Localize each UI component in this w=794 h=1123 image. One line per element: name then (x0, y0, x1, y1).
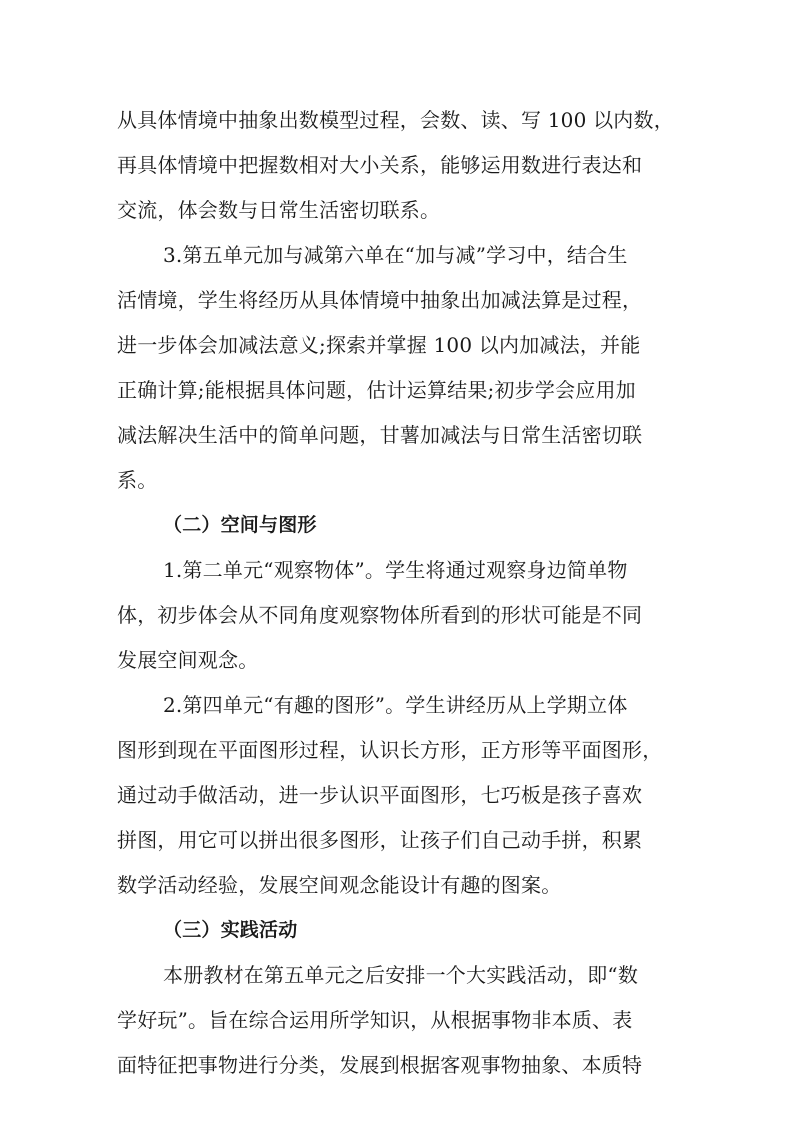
text-line: 体，初步体会从不同角度观察物体所看到的形状可能是不同 (117, 603, 643, 627)
paragraph-start-line: 3.第五单元加与减第六单在“加与减”学习中，结合生 (163, 243, 628, 267)
text-line: 学好玩”。旨在综合运用所学知识，从根据事物非本质、表 (117, 1008, 633, 1032)
paragraph-start-line: 本册教材在第五单元之后安排一个大实践活动，即“数 (163, 963, 639, 987)
text-line: 活情境，学生将经历从具体情境中抽象出加减法算是过程， (117, 288, 643, 312)
text-line: 正确计算;能根据具体问题，估计运算结果;初步学会应用加 (117, 378, 636, 402)
section-heading-practice-activities: （三）实践活动 (163, 919, 298, 941)
text-line: 交流，体会数与日常生活密切联系。 (117, 198, 441, 222)
text-line: 减法解决生活中的简单问题，甘薯加减法与日常生活密切联 (117, 423, 643, 447)
text-line: 面特征把事物进行分类，发展到根据客观事物抽象、本质特 (117, 1053, 643, 1077)
paragraph-start-line: 2.第四单元“有趣的图形”。学生讲经历从上学期立体 (163, 693, 628, 717)
section-heading-space-and-shapes: （二）空间与图形 (163, 514, 317, 536)
paragraph-start-line: 1.第二单元“观察物体”。学生将通过观察身边简单物 (163, 558, 628, 582)
text-line: 图形到现在平面图形过程，认识长方形，正方形等平面图形， (117, 738, 663, 762)
text-line: 从具体情境中抽象出数模型过程，会数、读、写 100 以内数， (117, 108, 674, 132)
text-line: 发展空间观念。 (117, 648, 259, 672)
body-text (117, 98, 689, 1088)
text-line: 再具体情境中把握数相对大小关系，能够运用数进行表达和 (117, 153, 643, 177)
text-line: 通过动手做活动，进一步认识平面图形，七巧板是孩子喜欢 (117, 783, 643, 807)
text-line: 系。 (117, 468, 158, 492)
text-line: 进一步体会加减法意义;探索并掌握 100 以内加减法，并能 (117, 333, 641, 357)
text-line: 拼图，用它可以拼出很多图形，让孩子们自己动手拼，积累 (117, 828, 643, 852)
text-line: 数学活动经验，发展空间观念能设计有趣的图案。 (117, 873, 562, 897)
